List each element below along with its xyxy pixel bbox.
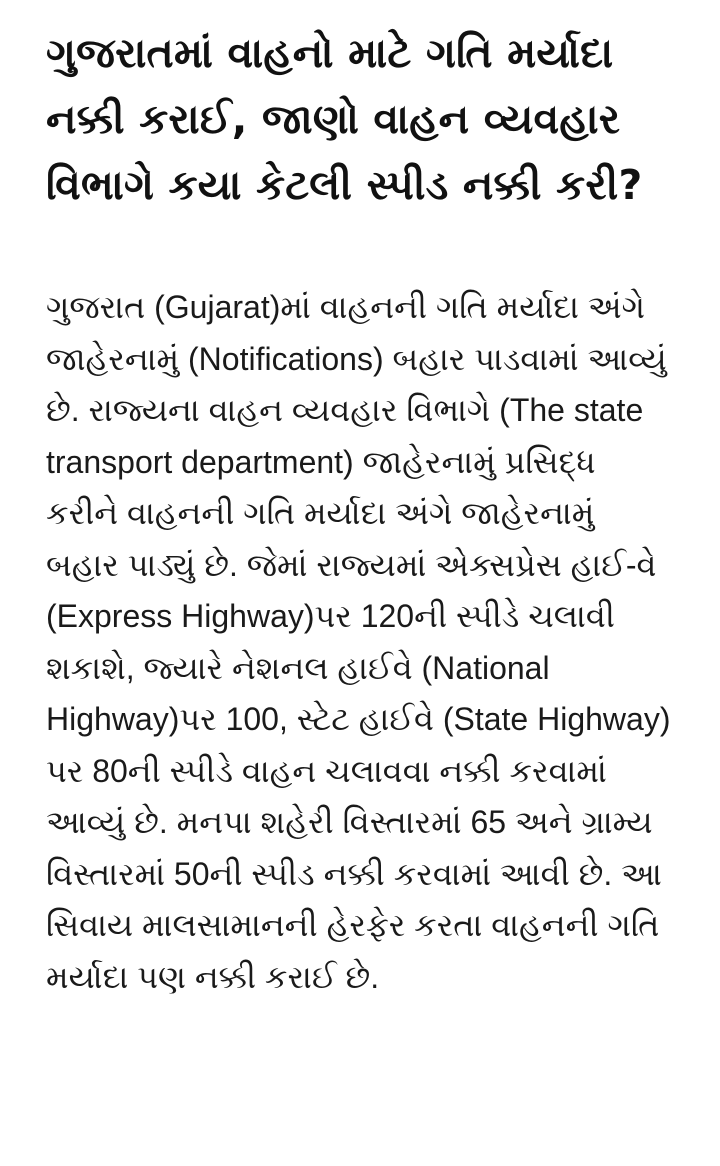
article-headline: ગુજરાતમાં વાહનો માટે ગતિ મર્યાદા નક્કી કરાઈ, જાણો વાહન વ્યવહાર વિભાગે કયા કેટલી સ્પીડ નક્કી કરી?	[46, 29, 643, 209]
article-body: ગુજરાત (Gujarat)માં વાહનની ગતિ મર્યાદા અંગે જાહેરનામું (Notifications) બહાર પાડવામાં આવ્યું છે. રાજ્યના વાહન વ્યવહાર વિભાગે (The state transport department) જાહેરનામું પ્રસિદ્ધ કરીને વાહનની ગતિ મર્યાદા અંગે જાહેરનામું બહાર પાડ્યું છે. જેમાં રાજ્યમાં એક્સપ્રેસ હાઈ-વે (Express Highway)પર 120ની સ્પીડે ચલાવી શકાશે, જ્યારે નેશનલ હાઈવે (National Highway)પર 100, સ્ટેટ હાઈવે (State Highway) પર 80ની સ્પીડે વાહન ચલાવવા નક્કી કરવામાં આવ્યું છે. મનપા શહેરી વિસ્તારમાં 65 અને ગ્રામ્ય વિસ્તારમાં 50ની સ્પીડ નક્કી કરવામાં આવી છે. આ સિવાય માલસામાનની હેરફેર કરતા વાહનની ગતિ મર્યાદા પણ નક્કી કરાઈ છે.	[46, 289, 671, 995]
